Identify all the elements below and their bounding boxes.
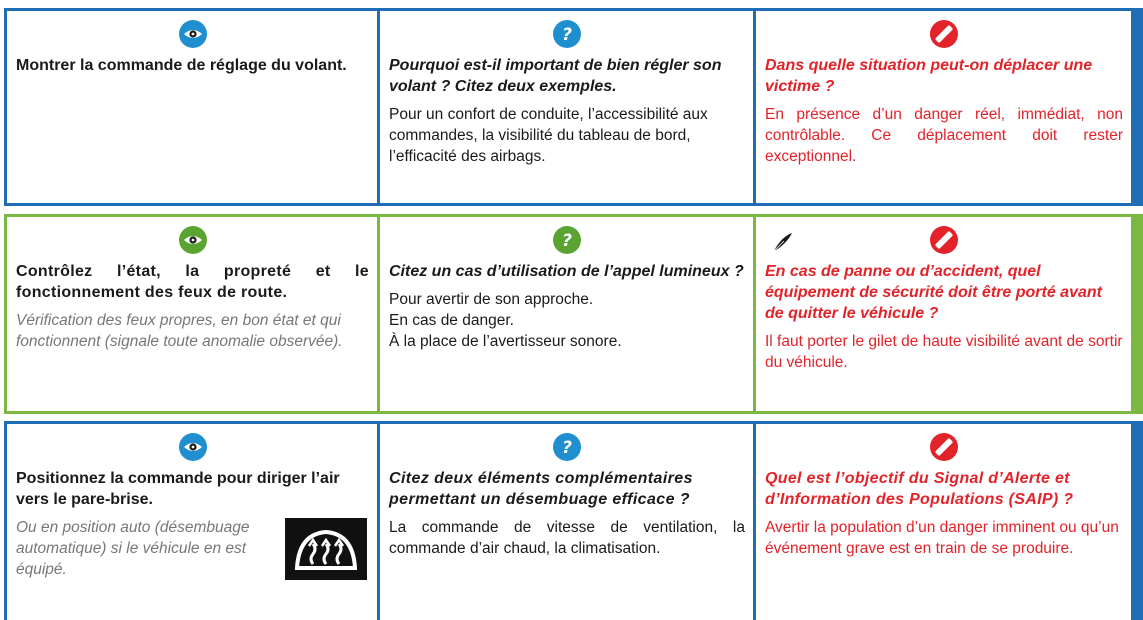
right-edge-bar-green (1134, 214, 1143, 414)
safety-cell (756, 424, 1131, 620)
right-edge-bar-blue (1134, 421, 1143, 620)
no-entry-icon (930, 20, 958, 48)
answer-line: En cas de danger. (389, 312, 514, 329)
no-entry-icon (930, 433, 958, 461)
eye-icon (179, 226, 207, 254)
card-row-3 (4, 421, 1134, 620)
observe-instruction-text: Contrôlez l’état, la propreté et le fonctionnement des feux de route. (16, 263, 369, 301)
card-row-1 (4, 8, 1134, 206)
answer-line: Pour avertir de son approche. (389, 291, 594, 308)
windshield-defrost-icon (285, 518, 367, 580)
safety-question: Quel est l’objectif du Signal d’Alerte et d’Information des Populations (SAIP) ? (765, 470, 1074, 508)
question-mark-icon (553, 20, 581, 48)
right-edge-bar-blue (1134, 8, 1143, 206)
safety-answer: Avertir la population d’un danger imminent ou qu’un événement grave est en train de se produire. (765, 519, 1119, 557)
safety-question: Dans quelle situation peut-on déplacer une victime ? (765, 57, 1093, 95)
question-text: Citez un cas d’utilisation de l’appel lumineux ? (389, 263, 744, 280)
safety-question: En cas de panne ou d’accident, quel équipement de sécurité doit être porté avant de quitter le véhicule ? (765, 263, 1102, 322)
observe-note: Vérification des feux propres, en bon état et qui fonctionnent (signale toute anomalie observée). (16, 312, 343, 350)
question-text: Citez deux éléments complémentaires permettant un désembuage efficace ? (389, 470, 693, 508)
svg-text:?: ? (562, 231, 572, 251)
question-mark-icon (553, 226, 581, 254)
eye-icon (179, 20, 207, 48)
observe-cell (7, 424, 380, 620)
eye-icon (179, 433, 207, 461)
question-answer: Pour un confort de conduite, l’accessibilité aux commandes, la visibilité du tableau de bord, l’efficacité des airbags. (389, 106, 708, 165)
question-answer: La commande de vitesse de ventilation, la commande d’air chaud, la climatisation. (389, 519, 745, 557)
safety-cell (756, 11, 1131, 203)
safety-answer: En présence d’un danger réel, immédiat, non contrôlable. Ce déplacement doit rester exceptionnel. (765, 106, 1123, 165)
question-mark-icon (553, 433, 581, 461)
svg-text:?: ? (562, 438, 572, 458)
question-text: Pourquoi est-il important de bien régler son volant ? Citez deux exemples. (389, 57, 722, 95)
observe-note: Ou en position auto (désembuage automatique) si le véhicule en est équipé. (16, 519, 250, 578)
question-cell (380, 11, 756, 203)
safety-answer: Il faut porter le gilet de haute visibilité avant de sortir du véhicule. (765, 333, 1123, 371)
observe-cell (7, 217, 380, 411)
card-row-2 (4, 214, 1134, 414)
observe-instruction (16, 261, 369, 303)
answer-line: À la place de l’avertisseur sonore. (389, 333, 622, 350)
feather-icon (772, 231, 794, 258)
question-answer-list (389, 289, 745, 352)
safety-cell (756, 217, 1131, 411)
observe-instruction: Positionnez la commande pour diriger l’air vers le pare-brise. (16, 470, 340, 508)
observe-instruction: Montrer la commande de réglage du volant. (16, 57, 347, 74)
question-cell (380, 424, 756, 620)
question-cell (380, 217, 756, 411)
no-entry-icon (930, 226, 958, 254)
svg-text:?: ? (562, 25, 572, 45)
observe-cell (7, 11, 380, 203)
